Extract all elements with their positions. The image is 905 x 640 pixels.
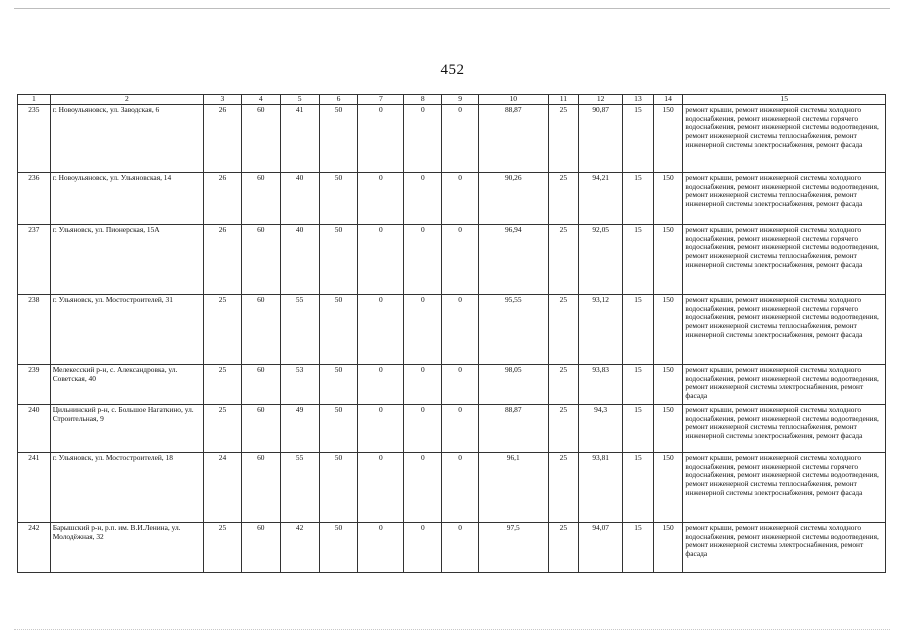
value-cell: 0 [404,522,442,572]
value-cell: 24 [204,452,242,522]
value-cell: 0 [358,452,404,522]
value-cell: 150 [653,452,683,522]
address-cell: г. Ульяновск, ул. Мостостроителей, 31 [50,294,203,364]
value-cell: 150 [653,172,683,224]
address-cell: Барышский р-н, р.п. им. В.И.Ленина, ул. Молодёжная, 32 [50,522,203,572]
value-cell: 25 [204,364,242,404]
value-cell: 25 [548,522,579,572]
value-cell: 93,81 [579,452,623,522]
table-body [18,104,886,572]
value-cell: 150 [653,294,683,364]
value-cell: 90,87 [579,104,623,172]
column-header: 15 [683,95,886,105]
value-cell: 49 [280,404,319,452]
value-cell: 25 [204,522,242,572]
value-cell: 0 [404,404,442,452]
value-cell: 50 [319,522,358,572]
row-number-cell: 236 [18,172,51,224]
value-cell: 150 [653,364,683,404]
value-cell: 50 [319,294,358,364]
value-cell: 60 [241,104,280,172]
value-cell: 15 [623,224,654,294]
value-cell: 92,05 [579,224,623,294]
value-cell: 0 [358,104,404,172]
value-cell: 60 [241,452,280,522]
works-cell: ремонт крыши, ремонт инженерной системы холодного водоснабжения, ремонт инженерной системы водоотведения, ремонт инженерной системы теплоснабжения, ремонт инженерной системы электроснабжения, ремонт фасада [683,404,886,452]
value-cell: 15 [623,404,654,452]
works-cell: ремонт крыши, ремонт инженерной системы холодного водоснабжения, ремонт инженерной системы горячего водоснабжения, ремонт инженерной системы водоотведения, ремонт инженерной системы теплоснабжения, ремонт инженерной системы электроснабжения, ремонт фасада [683,452,886,522]
value-cell: 150 [653,224,683,294]
value-cell: 25 [548,404,579,452]
value-cell: 50 [319,224,358,294]
table-row [18,224,886,294]
address-cell: г. Ульяновск, ул. Пионерская, 15А [50,224,203,294]
value-cell: 150 [653,404,683,452]
table-row [18,522,886,572]
value-cell: 53 [280,364,319,404]
value-cell: 50 [319,172,358,224]
column-header: 12 [579,95,623,105]
value-cell: 50 [319,404,358,452]
value-cell: 26 [204,172,242,224]
address-cell: Мелекесский р-н, с. Александровка, ул. Советская, 40 [50,364,203,404]
value-cell: 0 [358,364,404,404]
value-cell: 0 [404,224,442,294]
value-cell: 25 [548,172,579,224]
value-cell: 0 [404,294,442,364]
value-cell: 50 [319,104,358,172]
value-cell: 0 [442,294,479,364]
value-cell: 15 [623,104,654,172]
value-cell: 25 [548,364,579,404]
value-cell: 15 [623,452,654,522]
column-header: 5 [280,95,319,105]
value-cell: 25 [204,294,242,364]
row-number-cell: 242 [18,522,51,572]
value-cell: 0 [442,224,479,294]
value-cell: 96,1 [479,452,549,522]
works-cell: ремонт крыши, ремонт инженерной системы холодного водоснабжения, ремонт инженерной системы горячего водоснабжения, ремонт инженерной системы водоотведения, ремонт инженерной системы теплоснабжения, ремонт инженерной системы электроснабжения, ремонт фасада [683,104,886,172]
repair-program-table [17,94,886,573]
scan-artifact [14,629,890,633]
column-header: 14 [653,95,683,105]
value-cell: 25 [548,452,579,522]
works-cell: ремонт крыши, ремонт инженерной системы холодного водоснабжения, ремонт инженерной системы водоотведения, ремонт инженерной системы электроснабжения, ремонт фасада [683,364,886,404]
value-cell: 150 [653,104,683,172]
column-header: 6 [319,95,358,105]
value-cell: 55 [280,452,319,522]
value-cell: 42 [280,522,319,572]
value-cell: 0 [404,452,442,522]
value-cell: 15 [623,294,654,364]
table-row [18,172,886,224]
value-cell: 0 [358,172,404,224]
column-header: 7 [358,95,404,105]
works-cell: ремонт крыши, ремонт инженерной системы холодного водоснабжения, ремонт инженерной системы водоотведения, ремонт инженерной системы теплоснабжения, ремонт инженерной системы электроснабжения, ремонт фасада [683,172,886,224]
row-number-cell: 239 [18,364,51,404]
value-cell: 90,26 [479,172,549,224]
value-cell: 93,12 [579,294,623,364]
value-cell: 94,21 [579,172,623,224]
row-number-cell: 235 [18,104,51,172]
value-cell: 0 [442,522,479,572]
value-cell: 150 [653,522,683,572]
value-cell: 0 [404,104,442,172]
column-header: 10 [479,95,549,105]
value-cell: 60 [241,172,280,224]
page-number: 452 [440,62,465,78]
value-cell: 94,3 [579,404,623,452]
row-number-cell: 240 [18,404,51,452]
works-cell: ремонт крыши, ремонт инженерной системы холодного водоснабжения, ремонт инженерной системы горячего водоснабжения, ремонт инженерной системы водоотведения, ремонт инженерной системы теплоснабжения, ремонт инженерной системы электроснабжения, ремонт фасада [683,294,886,364]
row-number-cell: 237 [18,224,51,294]
value-cell: 60 [241,522,280,572]
value-cell: 88,87 [479,404,549,452]
value-cell: 96,94 [479,224,549,294]
value-cell: 93,83 [579,364,623,404]
column-header: 2 [50,95,203,105]
table-row [18,104,886,172]
table-row [18,294,886,364]
value-cell: 0 [442,104,479,172]
value-cell: 0 [442,172,479,224]
value-cell: 26 [204,104,242,172]
column-header: 9 [442,95,479,105]
address-cell: г. Ульяновск, ул. Мостостроителей, 18 [50,452,203,522]
value-cell: 98,05 [479,364,549,404]
value-cell: 88,87 [479,104,549,172]
column-header: 13 [623,95,654,105]
value-cell: 0 [442,364,479,404]
value-cell: 94,07 [579,522,623,572]
value-cell: 60 [241,364,280,404]
value-cell: 0 [358,224,404,294]
row-number-cell: 241 [18,452,51,522]
value-cell: 15 [623,172,654,224]
column-header: 3 [204,95,242,105]
value-cell: 60 [241,294,280,364]
value-cell: 0 [442,452,479,522]
value-cell: 50 [319,452,358,522]
row-number-cell: 238 [18,294,51,364]
value-cell: 97,5 [479,522,549,572]
value-cell: 41 [280,104,319,172]
value-cell: 25 [548,294,579,364]
column-header: 8 [404,95,442,105]
value-cell: 40 [280,172,319,224]
value-cell: 25 [204,404,242,452]
value-cell: 0 [442,404,479,452]
value-cell: 0 [404,172,442,224]
page-border-line [14,8,890,9]
value-cell: 25 [548,104,579,172]
column-header: 1 [18,95,51,105]
value-cell: 50 [319,364,358,404]
value-cell: 0 [358,522,404,572]
table-row [18,452,886,522]
value-cell: 26 [204,224,242,294]
value-cell: 95,55 [479,294,549,364]
column-header: 4 [241,95,280,105]
value-cell: 15 [623,522,654,572]
column-header: 11 [548,95,579,105]
value-cell: 0 [404,364,442,404]
value-cell: 15 [623,364,654,404]
address-cell: г. Новоульяновск, ул. Заводская, 6 [50,104,203,172]
value-cell: 25 [548,224,579,294]
works-cell: ремонт крыши, ремонт инженерной системы холодного водоснабжения, ремонт инженерной системы водоотведения, ремонт инженерной системы электроснабжения, ремонт фасада [683,522,886,572]
value-cell: 60 [241,404,280,452]
works-cell: ремонт крыши, ремонт инженерной системы холодного водоснабжения, ремонт инженерной системы горячего водоснабжения, ремонт инженерной системы водоотведения, ремонт инженерной системы теплоснабжения, ремонт инженерной системы электроснабжения, ремонт фасада [683,224,886,294]
value-cell: 0 [358,404,404,452]
address-cell: Цильнинский р-н, с. Большое Нагаткино, ул. Строительная, 9 [50,404,203,452]
value-cell: 55 [280,294,319,364]
header-row [18,95,886,105]
address-cell: г. Новоульяновск, ул. Ульяновская, 14 [50,172,203,224]
value-cell: 40 [280,224,319,294]
value-cell: 60 [241,224,280,294]
table-row [18,404,886,452]
value-cell: 0 [358,294,404,364]
table-row [18,364,886,404]
